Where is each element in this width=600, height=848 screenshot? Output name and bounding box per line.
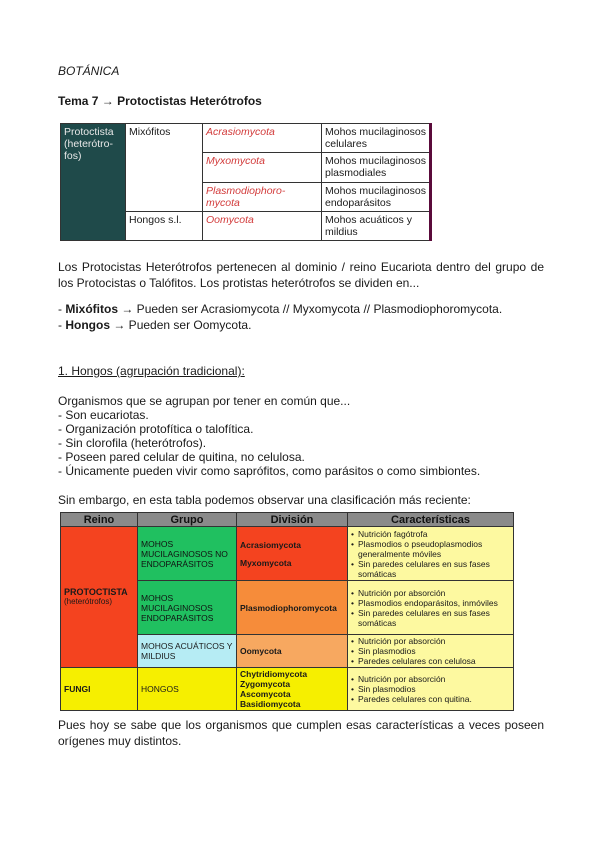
division-name: Chytridiomycota [240, 669, 308, 679]
list-item: - Poseen pared celular de quitina, no celulosa. [58, 450, 305, 464]
characteristic: • Plasmodios endoparásitos, inmóviles [351, 598, 510, 608]
desc-cell: Mohos mucilaginosos plasmodiales [322, 153, 431, 182]
division-cell [237, 668, 348, 711]
characteristic: • Paredes celulares con celulosa [351, 656, 510, 666]
group-cell: MOHOS MUCILAGINOSOS NO ENDOPARÁSITOS [138, 527, 237, 581]
hongos-line: - Hongos → Pueden ser Oomycota. [58, 318, 252, 332]
desc-cell: Mohos mucilaginosos endoparásitos [322, 182, 431, 211]
summary-table [60, 123, 432, 241]
page-title: Tema 7 → Protoctistas Heterótrofos [58, 94, 262, 108]
mixofitos-term: Mixófitos [65, 302, 119, 316]
list-item: - Organización protofítica o talofítica. [58, 422, 254, 436]
intro-paragraph: Los Protocistas Heterótrofos pertenecen al dominio / reino Eucariota dentro del grupo de los Protocistas o Talófitos. Los protistas heterótrofos se dividen en... [58, 260, 544, 290]
characteristic: • Sin paredes celulares en sus fases somáticas [351, 559, 510, 579]
characteristic: • Sin paredes celulares en sus fases somáticas [351, 608, 510, 628]
characteristic: • Nutrición fagótrofa [351, 529, 510, 539]
division-cell [237, 527, 348, 581]
characteristics-cell [348, 527, 514, 581]
list-item: - Son eucariotas. [58, 408, 149, 422]
characteristic: • Nutrición por absorción [351, 636, 510, 646]
division-cell: Plasmodiophoromycota [237, 581, 348, 635]
list-item: - Únicamente pueden vivir como saprófitos, como parásitos o como simbiontes. [58, 464, 481, 478]
desc-cell: Mohos mucilaginosos celulares [322, 124, 431, 153]
characteristics-cell [348, 581, 514, 635]
hongos-text: → Pueden ser Oomycota. [110, 318, 252, 332]
kingdom-sublabel: (heterótrofos) [64, 597, 113, 606]
column-header: Reino [61, 513, 138, 527]
characteristics-cell [348, 668, 514, 711]
hongos-term: Hongos [65, 318, 111, 332]
characteristic: • Sin plasmodios [351, 646, 510, 656]
column-header: Grupo [138, 513, 237, 527]
group-cell: HONGOS [138, 668, 237, 711]
subject-header: BOTÁNICA [58, 64, 120, 78]
division-name: Myxomycota [240, 557, 292, 568]
division-cell: Oomycota [203, 211, 322, 240]
closing-paragraph: Pues hoy se sabe que los organismos que cumplen esas características a veces poseen orígenes muy distintos. [58, 718, 544, 748]
characteristics-cell [348, 635, 514, 668]
characteristic: • Plasmodios o pseudoplasmodios generalmente móviles [351, 539, 510, 559]
division-cell: Plasmodiophoro- mycota [203, 182, 322, 211]
column-header: División [237, 513, 348, 527]
characteristic: • Sin plasmodios [351, 684, 510, 694]
division-cell: Acrasiomycota [203, 124, 322, 153]
section-lead: Organismos que se agrupan por tener en común que... [58, 394, 351, 408]
column-header: Características [348, 513, 514, 527]
characteristic: • Paredes celulares con quitina. [351, 694, 510, 704]
division-name: Ascomycota [240, 689, 291, 699]
division-name: Zygomycota [240, 679, 291, 689]
mixofitos-line: - Mixófitos → Pueden ser Acrasiomycota // Myxomycota // Plasmodiophoromycota. [58, 302, 503, 316]
kingdom-label: PROTOCTISTA [64, 587, 128, 597]
reino-cell: Protoctista (heterótro- fos) [61, 124, 126, 241]
characteristic: • Nutrición por absorción [351, 674, 510, 684]
desc-cell: Mohos acuáticos y mildius [322, 211, 431, 240]
division-name: Acrasiomycota [240, 539, 301, 550]
group-cell: Mixófitos [126, 124, 203, 212]
table-intro: Sin embargo, en esta tabla podemos observar una clasificación más reciente: [58, 493, 471, 507]
kingdom-fungi: FUNGI [61, 668, 138, 711]
division-cell: Oomycota [237, 635, 348, 668]
division-cell: Myxomycota [203, 153, 322, 182]
kingdom-protoctista [61, 527, 138, 668]
division-name: Basidiomycota [240, 699, 301, 709]
section-heading: 1. Hongos (agrupación tradicional): [58, 364, 245, 378]
mixofitos-text: → Pueden ser Acrasiomycota // Myxomycota // Plasmodiophoromycota. [118, 302, 503, 316]
characteristic: • Nutrición por absorción [351, 588, 510, 598]
classification-table [60, 512, 514, 711]
list-item: - Sin clorofila (heterótrofos). [58, 436, 207, 450]
group-cell: MOHOS MUCILAGINOSOS ENDOPARÁSITOS [138, 581, 237, 635]
group-cell: MOHOS ACUÁTICOS Y MILDIUS [138, 635, 237, 668]
group-cell: Hongos s.l. [126, 211, 203, 240]
